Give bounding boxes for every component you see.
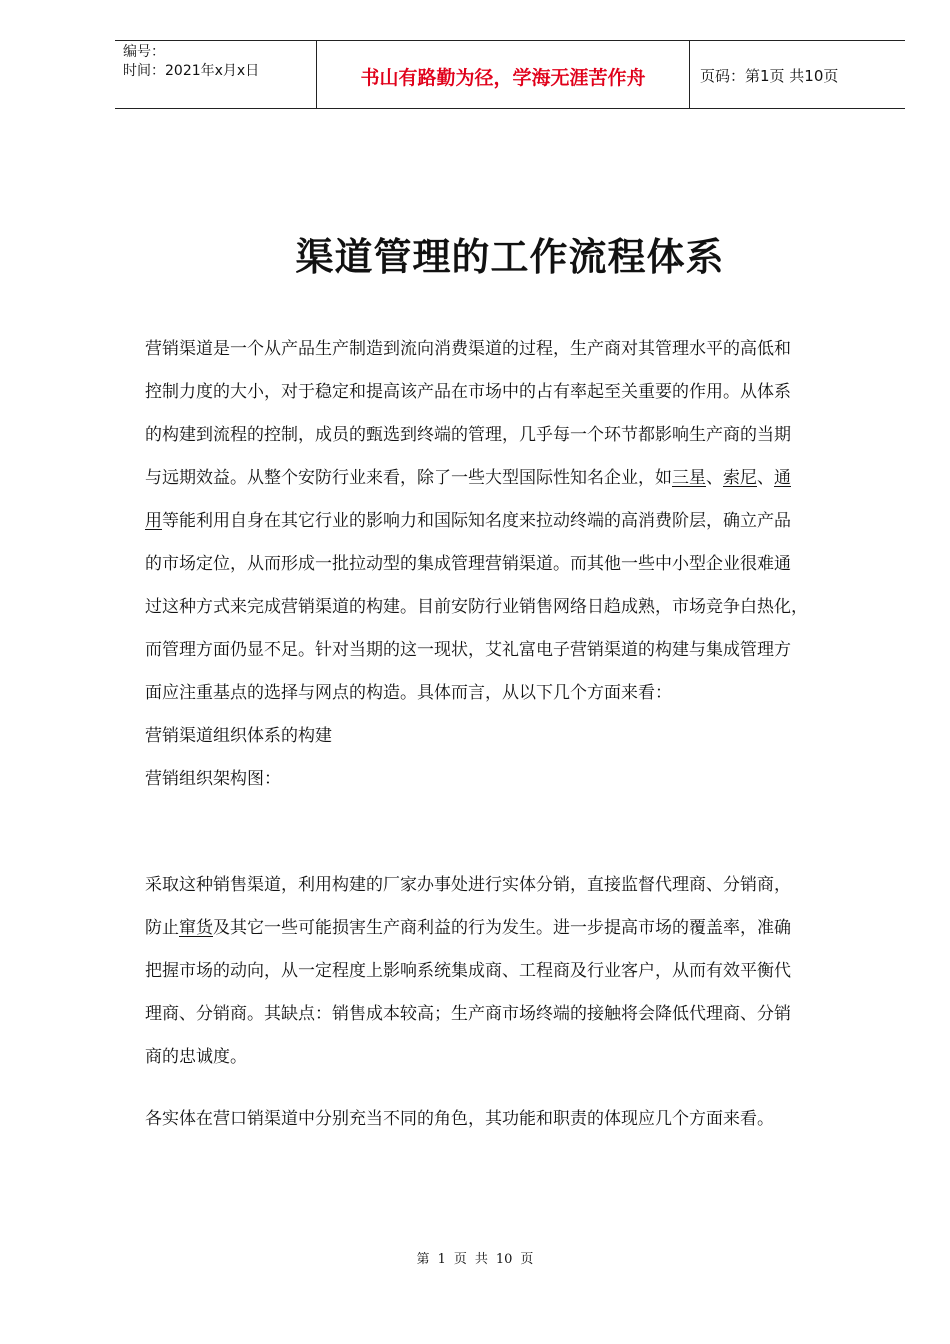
motto-text: 书山有路勤为径，学海无涯苦作舟 [360, 67, 646, 89]
text-line [145, 457, 873, 500]
footer-word: 页 [453, 1252, 467, 1267]
text-line: 而管理方面仍显不足。针对当期的这一现状，艾礼富电子营销渠道的构建与集成管理方 [145, 640, 791, 660]
separator: 、 [757, 468, 774, 488]
separator: 、 [706, 468, 723, 488]
page-footer [0, 1248, 950, 1267]
text-line: 面应注重基点的选择与网点的构造。具体而言，从以下几个方面来看： [145, 683, 672, 703]
text-line: 控制力度的大小，对于稳定和提高该产品在市场中的占有率起至关重要的作用。从体系 [145, 382, 791, 402]
text-line: 营销渠道是一个从产品生产制造到流向消费渠道的过程，生产商对其管理水平的高低和 [145, 339, 791, 359]
text-run: 及其它一些可能损害生产商利益的行为发生。进一步提高市场的覆盖率，准确 [213, 918, 791, 938]
footer-word: 页 [520, 1252, 534, 1267]
text-line: 采取这种销售渠道，利用构建的厂家办事处进行实体分销，直接监督代理商、分销商， [145, 875, 791, 895]
link-ge-part2[interactable]: 用 [145, 511, 162, 531]
footer-page-number: 1 [437, 1252, 446, 1267]
link-cuanhuo[interactable]: 窜货 [179, 918, 213, 938]
page-info: 页码：第1页 共10页 [700, 67, 839, 85]
section-heading: 营销渠道组织体系的构建 [145, 726, 332, 746]
link-ge-part1[interactable]: 通 [774, 468, 791, 488]
footer-word: 共 [474, 1252, 488, 1267]
text-line: 过这种方式来完成营销渠道的构建。目前安防行业销售网络日趋成熟，市场竞争白热化， [145, 597, 808, 617]
link-samsung[interactable]: 三星 [672, 468, 706, 488]
text-line: 各实体在营口销渠道中分别充当不同的角色，其功能和职责的体现应几个方面来看。 [145, 1109, 774, 1129]
serial-label: 编号： [123, 44, 165, 60]
document-header [115, 40, 905, 109]
text-run: 防止 [145, 918, 179, 938]
channel-paragraph [145, 864, 873, 1079]
text-line: 的市场定位，从而形成一批拉动型的集成管理营销渠道。而其他一些中小型企业很难通 [145, 554, 791, 574]
header-motto-cell [316, 41, 690, 108]
text-line: 商的忠诚度。 [145, 1047, 247, 1067]
figure-caption: 营销组织架构图： [145, 769, 281, 789]
footer-word: 第 [416, 1252, 430, 1267]
text-run: 等能利用自身在其它行业的影响力和国际知名度来拉动终端的高消费阶层，确立产品 [162, 511, 791, 531]
text-line [145, 500, 873, 543]
text-line [145, 907, 873, 950]
link-sony[interactable]: 索尼 [723, 468, 757, 488]
text-line: 的构建到流程的控制，成员的甄选到终端的管理，几乎每一个环节都影响生产商的当期 [145, 425, 791, 445]
document-title: 渠道管理的工作流程体系 [295, 235, 725, 279]
date-label: 时间：2021年x月x日 [123, 63, 260, 79]
header-page-cell [690, 41, 905, 108]
text-line: 理商、分销商。其缺点：销售成本较高；生产商市场终端的接触将会降低代理商、分销 [145, 1004, 791, 1024]
text-run: 与远期效益。从整个安防行业来看，除了一些大型国际性知名企业，如 [145, 468, 672, 488]
header-meta-cell [115, 41, 316, 108]
roles-paragraph [145, 1098, 873, 1141]
text-line: 把握市场的动向，从一定程度上影响系统集成商、工程商及行业客户，从而有效平衡代 [145, 961, 791, 981]
intro-paragraph [145, 328, 873, 801]
footer-total-pages: 10 [495, 1252, 513, 1267]
